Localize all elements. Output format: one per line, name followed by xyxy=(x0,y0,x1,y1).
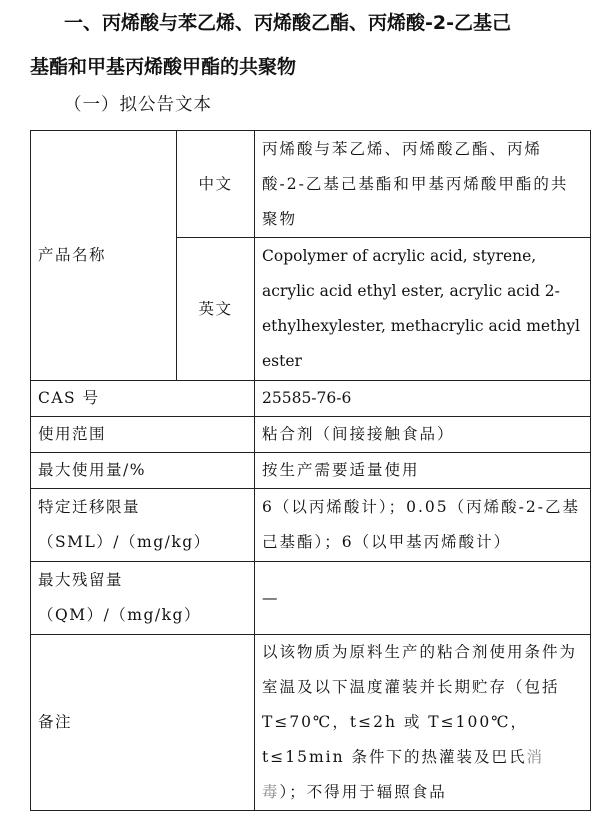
remarks-label: 备注 xyxy=(31,635,255,811)
sml-label-line-1: 特定迁移限量 xyxy=(38,498,141,516)
table-row-qm xyxy=(31,562,591,635)
sml-value: 6（以丙烯酸计）；0.05（丙烯酸-2-乙基己基酯）；6（以甲基丙烯酸计） xyxy=(255,489,591,562)
remarks-text-main: 以该物质为原料生产的粘合剂使用条件为室温及以下温度灌装并长期贮存（包括 T≤70℃，t≤2h 或 T≤100℃，t≤15min 条件下的热灌装及巴氏 xyxy=(262,643,578,766)
table-row-sml xyxy=(31,489,591,562)
subsection-title: （一）拟公告文本 xyxy=(64,95,212,115)
cas-value: 25585-76-6 xyxy=(255,381,591,417)
english-label: 英文 xyxy=(177,238,255,381)
qm-label-line-2: （QM）/（mg/kg） xyxy=(38,606,201,624)
max-usage-value: 按生产需要适量使用 xyxy=(255,453,591,489)
remarks-text-tail: ）；不得用于辐照食品 xyxy=(279,783,447,801)
chinese-name-value: 丙烯酸与苯乙烯、丙烯酸乙酯、丙烯酸-2-乙基己基酯和甲基丙烯酸甲酯的共聚物 xyxy=(255,131,591,238)
remarks-text-faint: 消毒 xyxy=(262,748,545,801)
remarks-value xyxy=(255,635,591,811)
table-row-remarks xyxy=(31,635,591,811)
section-title-line-2: 基酯和甲基丙烯酸甲酯的共聚物 xyxy=(30,56,297,78)
english-name-value: Copolymer of acrylic acid, styrene, acrylic acid ethyl ester, acrylic acid 2-ethylhexylester, methacrylic acid methyl ester xyxy=(255,238,591,381)
qm-label-line-1: 最大残留量 xyxy=(38,571,124,589)
usage-scope-value: 粘合剂（间接接触食品） xyxy=(255,417,591,453)
table-row-chinese-name xyxy=(31,131,591,238)
section-title-line-1: 一、丙烯酸与苯乙烯、丙烯酸乙酯、丙烯酸-2-乙基己 xyxy=(64,12,511,34)
sml-label-line-2: （SML）/（mg/kg） xyxy=(38,533,211,551)
usage-scope-label: 使用范围 xyxy=(31,417,255,453)
table-row-cas xyxy=(31,381,591,417)
table-row-scope xyxy=(31,417,591,453)
cas-label: CAS 号 xyxy=(31,381,255,417)
max-usage-label: 最大使用量/% xyxy=(31,453,255,489)
sml-label xyxy=(31,489,255,562)
qm-value: — xyxy=(255,562,591,635)
table-row-max-usage xyxy=(31,453,591,489)
chinese-label: 中文 xyxy=(177,131,255,238)
qm-label xyxy=(31,562,255,635)
substance-spec-table xyxy=(30,130,591,811)
product-name-label: 产品名称 xyxy=(31,131,177,381)
